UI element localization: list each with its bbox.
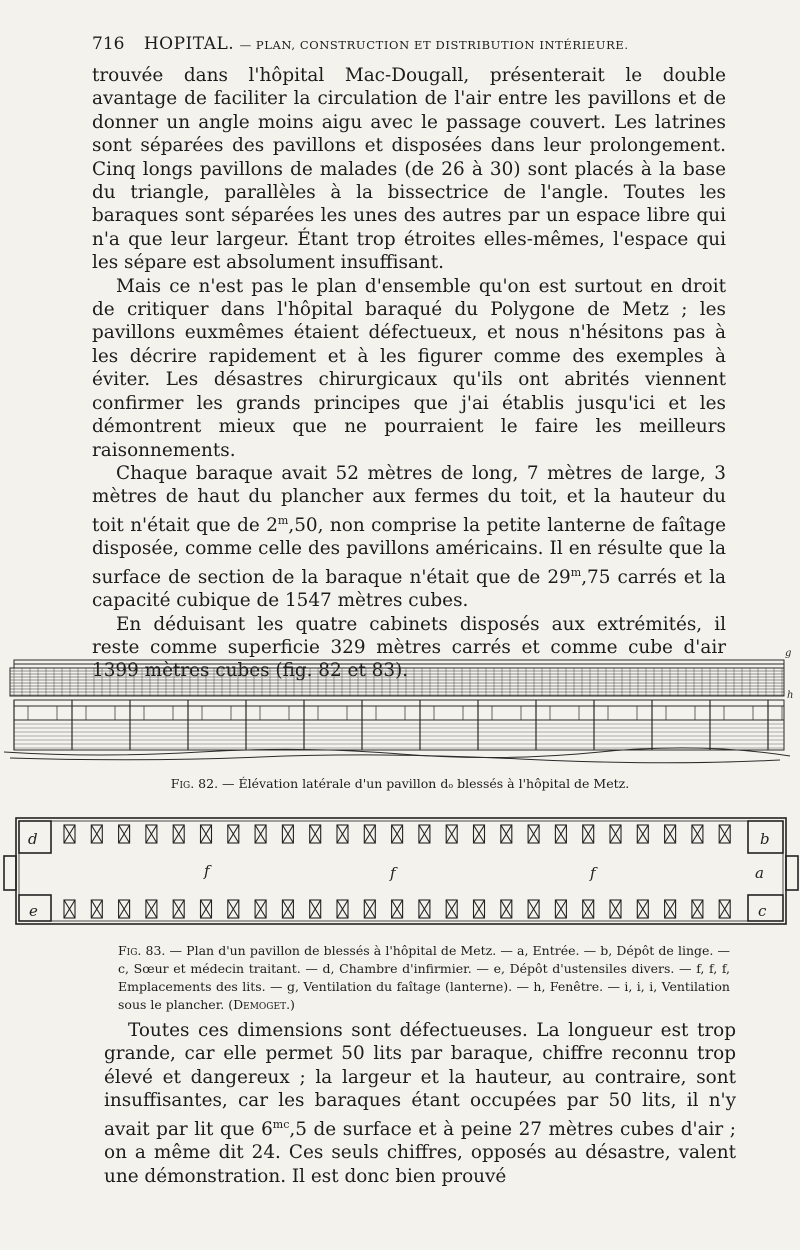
fig-abbrev: Fig. [118,943,142,958]
running-header [92,34,752,54]
bed [201,825,212,843]
bed [583,900,594,918]
bed [555,825,566,843]
paragraph [92,462,726,613]
bed [474,900,485,918]
running-title: HOPITAL. [143,34,235,54]
bed [719,900,730,918]
fig-abbrev: Fig. [170,776,195,791]
caption-author: Demoget [233,997,287,1012]
bed [310,900,321,918]
bed [91,900,102,918]
bed [692,900,703,918]
caption-text: 82. — Élévation latérale d'un pavillon d [194,776,449,791]
bed [446,900,457,918]
label-b: b [760,830,770,848]
bed [337,900,348,918]
bed [173,825,184,843]
bed [419,900,430,918]
bed [501,900,512,918]
bed [501,825,512,843]
bed [528,825,539,843]
label-a: a [755,864,764,882]
superscript: m [277,513,289,527]
bed [665,825,676,843]
text-run: ,75 carrés et la capacité cubique de 1547 mètres cubes. [92,566,726,612]
bed [337,825,348,843]
caption-end: .) [286,997,295,1012]
figure-83-caption [118,942,730,1014]
bed [364,825,375,843]
bed [282,900,293,918]
bed [119,900,130,918]
bed [146,900,157,918]
bed [555,900,566,918]
paragraph: trouvée dans l'hôpital Mac-Dougall, présenterait le double avantage de faciliter la circulation de l'air entre les pavillons et de donner un angle moins aigu avec le passage couvert. Les latrines sont séparées des pavillons et disposées dans leur prolongement. Cinq longs pavillons de malades (de 26 à 30) sont placés à la base du triangle, parallèles à la bissectrice de l'angle. Toutes les baraques sont séparées les unes des autres par un espace libre qui n'a que leur largeur. Étant trop étroites elles-mêmes, l'espace qui les sépare est absolument insuffisant. [92,65,726,274]
page-number: 716 [92,34,125,54]
bed [419,825,430,843]
entrance-right [786,856,798,890]
bed [583,825,594,843]
label-f-3: f [590,864,596,882]
bed [228,900,239,918]
text-run: ,5 de surface et à peine 27 mètres cubes d'air ; on a même dit 24. Ces seuls chiffres, opposés au désastre, valent une démonstration. Il est donc bien prouvé [104,1118,736,1187]
label-d: d [28,830,38,848]
label-f-1: f [204,862,210,880]
bed [64,900,75,918]
bed [610,900,621,918]
paragraph [104,1019,736,1188]
bed [91,825,102,843]
figure-82-elevation [0,648,800,772]
text-run: ,50, non comprise la petite lanterne de faîtage disposée, comme celle des pavillons américains. Il en résulte que la surface de section de la baraque n'était que de 29 [92,514,726,588]
label-c: c [758,902,767,920]
caption-glyph: ₒ [448,776,454,791]
figure-83-plan [0,812,800,934]
bed [119,825,130,843]
label-f-2: f [390,864,396,882]
bed [282,825,293,843]
bed [637,900,648,918]
bed [255,900,266,918]
bed [665,900,676,918]
bed [474,825,485,843]
label-g: g [785,648,792,659]
paragraph: En déduisant les quatre cabinets disposés aux extrémités, il reste comme superficie 329 mètres carrés et comme cube d'air 1399 mètres cubes (fig. 82 et 83). [92,613,726,682]
bed [446,825,457,843]
running-subtitle: — PLAN, CONSTRUCTION ET DISTRIBUTION INTÉRIEURE. [239,38,629,52]
bed [719,825,730,843]
bed [228,825,239,843]
bed [364,900,375,918]
figure-82-caption [0,776,800,791]
entrance-left [4,856,16,890]
bed [692,825,703,843]
body-text-top [92,64,726,683]
text-run: Toutes ces dimensions sont défectueuses. La longueur est trop grande, car elle permet 50 lits par baraque, chiffre reconnu trop élevé et dangereux ; la largeur et la hauteur, au contraire, sont insuffisantes, car les baraques étant occupées par 50 lits, il n'y avait par lit que 6 [104,1020,736,1140]
bed [610,825,621,843]
body-text-bottom [104,1019,736,1188]
bed [201,900,212,918]
superscript: m [570,565,582,579]
bed [255,825,266,843]
superscript: mc [272,1117,290,1131]
caption-text-end: blessés à l'hôpital de Metz. [453,776,630,791]
bed [528,900,539,918]
label-h: h [787,690,794,701]
paragraph: Mais ce n'est pas le plan d'ensemble qu'on est surtout en droit de critiquer dans l'hôpital baraqué du Polygone de Metz ; les pavillons euxmêmes étaient défectueux, et nous n'hésitons pas à les décrire rapidement et à les figurer comme des exemples à éviter. Les désastres chirurgicaux qu'ils ont abrités viennent confirmer les grands principes que j'ai établis jusqu'ici et les démontrent mieux que ne pourraient le faire les meilleurs raisonnements. [92,275,726,461]
bed [146,825,157,843]
bed [392,900,403,918]
caption-text: 83. — Plan d'un pavillon de blessés à l'hôpital de Metz. — a, Entrée. — b, Dépôt de linge. — c, Sœur et médecin traitant. — d, Chambre d'infirmier. — e, Dépôt d'ustensiles divers. — f, f, f, Emplacements des lits. — g, Ventilation du faîtage (lanterne). — h, Fenêtre. — i, i, i, Ventilation sous le plancher. ( [118,943,730,1012]
text-run: Chaque baraque avait 52 mètres de long, 7 mètres de large, 3 mètres de haut du plancher aux fermes du toit, et la hauteur du toit n'était que de 2 [92,462,726,536]
bed [310,825,321,843]
ground-line [4,748,790,758]
bed [637,825,648,843]
bed [173,900,184,918]
bed [392,825,403,843]
bed [64,825,75,843]
label-e: e [29,902,38,920]
